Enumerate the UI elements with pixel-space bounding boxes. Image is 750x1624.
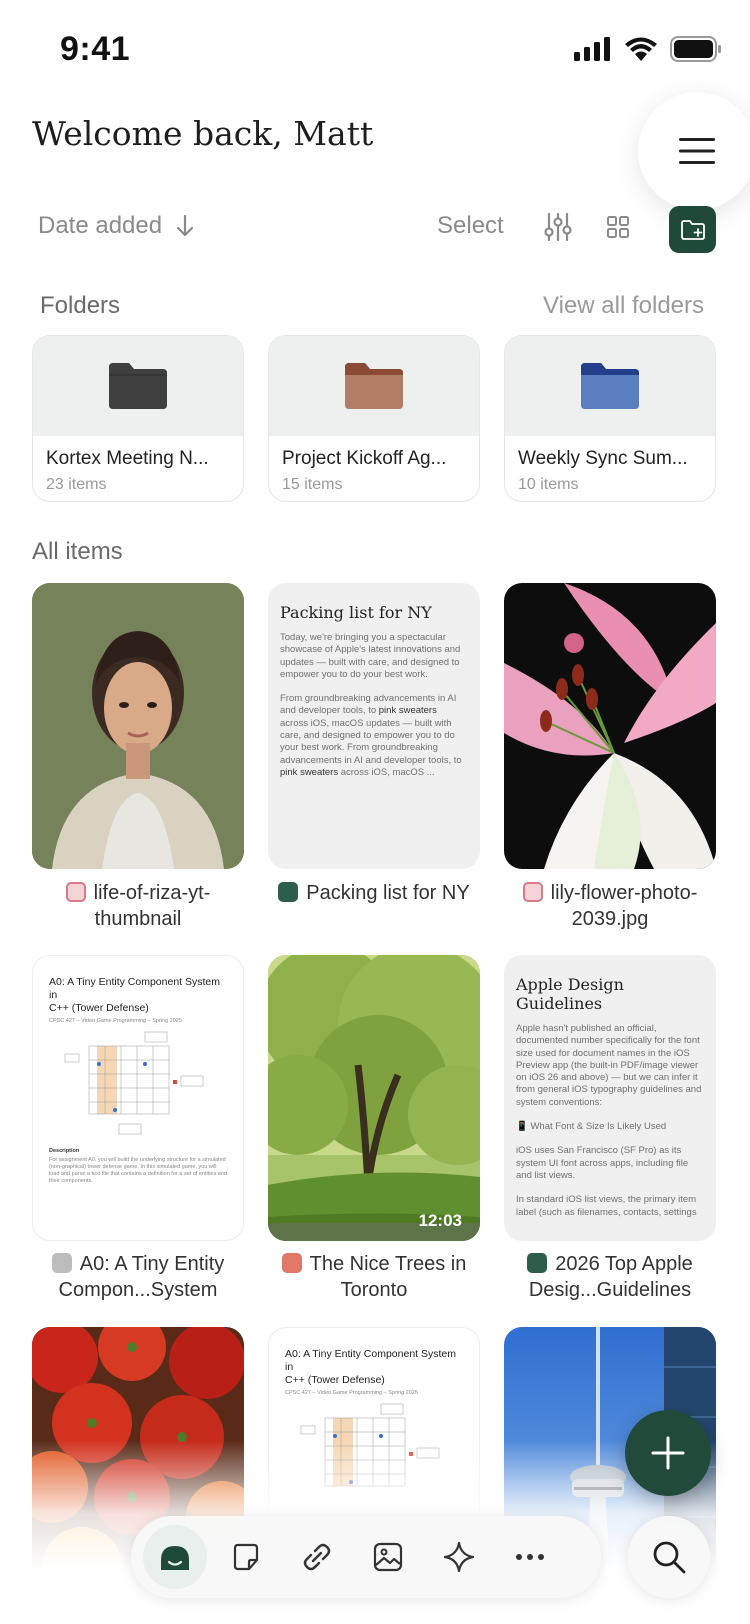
doc-section: Description (49, 1148, 80, 1154)
note-paragraph: In standard iOS list views, the primary item label (such as filenames, contacts, settings (516, 1194, 697, 1218)
doc-subtitle: CPSC 427 – Video Game Programming – Spring 2025 (285, 1390, 418, 1396)
new-folder-button[interactable] (669, 206, 716, 253)
sort-label: Date added (38, 212, 163, 239)
tab-ai[interactable] (427, 1525, 491, 1589)
image-icon (372, 1541, 404, 1573)
note-paragraph: Apple hasn't published an official, documented number specifically for the font size used for document names in the iOS Preview app (the built-in PDF/image viewer on iOS 26 and above) — but we can infer it from general iOS typography guidelines and system conventions: (516, 1023, 702, 1108)
folder-card[interactable] (32, 335, 244, 502)
folder-thumbnail (505, 336, 715, 436)
folder-name: Weekly Sync Sum... (518, 448, 688, 469)
document-preview[interactable] (32, 955, 244, 1241)
video-duration: 12:03 (418, 1211, 462, 1230)
folder-icon (107, 361, 169, 411)
photo-type-icon (523, 882, 543, 902)
search-button[interactable] (628, 1516, 710, 1598)
sparkle-icon (443, 1541, 475, 1573)
doc-body: For assignment A0, you will build the underlying structure for a simulated (non-graphical) tower defense game. In this simulated game, you will load and parse a text file that contains a definition for a set of entities and their components. (49, 1157, 227, 1184)
folder-icon (579, 361, 641, 411)
note-preview[interactable] (504, 955, 716, 1241)
item-label: 2026 Top Apple Desig...Guidelines (528, 1253, 693, 1301)
folder-count: 10 items (518, 476, 579, 493)
search-icon (651, 1539, 687, 1575)
doc-figure (49, 1030, 229, 1140)
folder-card[interactable] (268, 335, 480, 502)
folder-name: Project Kickoff Ag... (282, 448, 447, 469)
folder-count: 15 items (282, 476, 343, 493)
note-type-icon (527, 1253, 547, 1273)
note-title: Packing list for NY (280, 603, 432, 622)
folder-thumbnail (33, 336, 243, 436)
bottom-tab-bar (131, 1516, 601, 1598)
item-label: life-of-riza-yt- thumbnail (20, 880, 256, 932)
note-paragraph: 📱 What Font & Size Is Likely Used (516, 1121, 667, 1133)
all-items-title: All items (32, 538, 123, 565)
plus-icon (651, 1436, 685, 1470)
folder-plus-icon (680, 219, 706, 241)
select-button[interactable]: Select (437, 212, 504, 239)
folder-name: Kortex Meeting N... (46, 448, 209, 469)
sort-button[interactable] (38, 212, 194, 240)
item-thumbnail[interactable] (504, 583, 716, 869)
item-label: lily-flower-photo- 2039.jpg (492, 880, 728, 932)
hamburger-menu-icon (679, 137, 715, 165)
doc-title: A0: A Tiny Entity Component System in C++ (Tower Defense) (285, 1348, 456, 1386)
tab-photos[interactable] (356, 1525, 420, 1589)
doc-subtitle: CPSC 427 – Video Game Programming – Spring 2025 (49, 1018, 182, 1024)
note-body (516, 1023, 702, 1219)
note-paragraph: Today, we're bringing you a spectacular showcase of Apple's latest innovations and updates — built with care, and designed to empower you to do your best work. (280, 632, 461, 680)
folder-card[interactable] (504, 335, 716, 502)
grid-view-icon[interactable] (601, 210, 635, 244)
item-label: A0: A Tiny Entity Compon...System (20, 1251, 256, 1303)
note-paragraph: iOS uses San Francisco (SF Pro) as its system UI font across apps, including file and list views. (516, 1145, 689, 1181)
item-label: The Nice Trees in Toronto (256, 1251, 492, 1303)
status-bar (0, 0, 750, 100)
lily-photo (504, 583, 716, 869)
document-type-icon (52, 1253, 72, 1273)
wifi-icon (624, 37, 658, 61)
status-time: 9:41 (60, 30, 131, 68)
trees-video-frame (268, 955, 480, 1241)
video-type-icon (282, 1253, 302, 1273)
item-label: Packing list for NY (256, 880, 492, 906)
cellular-signal-icon (574, 37, 612, 61)
status-icons (574, 36, 722, 62)
note-title: Apple Design Guidelines (516, 975, 624, 1013)
folder-icon (343, 361, 405, 411)
video-thumbnail[interactable] (268, 955, 480, 1241)
filter-sliders-icon[interactable] (541, 210, 575, 244)
battery-icon (670, 36, 722, 62)
portrait-photo (32, 583, 244, 869)
link-icon (301, 1541, 333, 1573)
tab-links[interactable] (285, 1525, 349, 1589)
arrow-down-icon (176, 215, 194, 237)
photo-type-icon (66, 882, 86, 902)
folders-title: Folders (40, 292, 121, 319)
tab-more[interactable] (498, 1525, 562, 1589)
doc-title: A0: A Tiny Entity Component System in C++ (Tower Defense) (49, 976, 220, 1014)
more-icon (515, 1553, 545, 1561)
menu-button[interactable] (638, 92, 750, 210)
tab-notes[interactable] (214, 1525, 278, 1589)
view-all-folders-link[interactable]: View all folders (543, 292, 704, 319)
tab-home[interactable] (143, 1525, 207, 1589)
add-button[interactable] (625, 1410, 711, 1496)
note-preview[interactable] (268, 583, 480, 869)
folder-count: 23 items (46, 476, 107, 493)
folder-thumbnail (269, 336, 479, 436)
home-icon (159, 1542, 191, 1572)
note-icon (231, 1542, 261, 1572)
note-paragraph: From groundbreaking advancements in AI and developer tools, to pink sweaters across iOS, macOS updates — built with care, and designed to empower you to do your best work. From groundbreaking advancements in AI and developer tools, to pink sweaters across iOS, macOS ... (280, 693, 462, 778)
note-type-icon (278, 882, 298, 902)
welcome-title: Welcome back, Matt (32, 114, 374, 153)
item-thumbnail[interactable] (32, 583, 244, 869)
note-body (280, 632, 466, 779)
